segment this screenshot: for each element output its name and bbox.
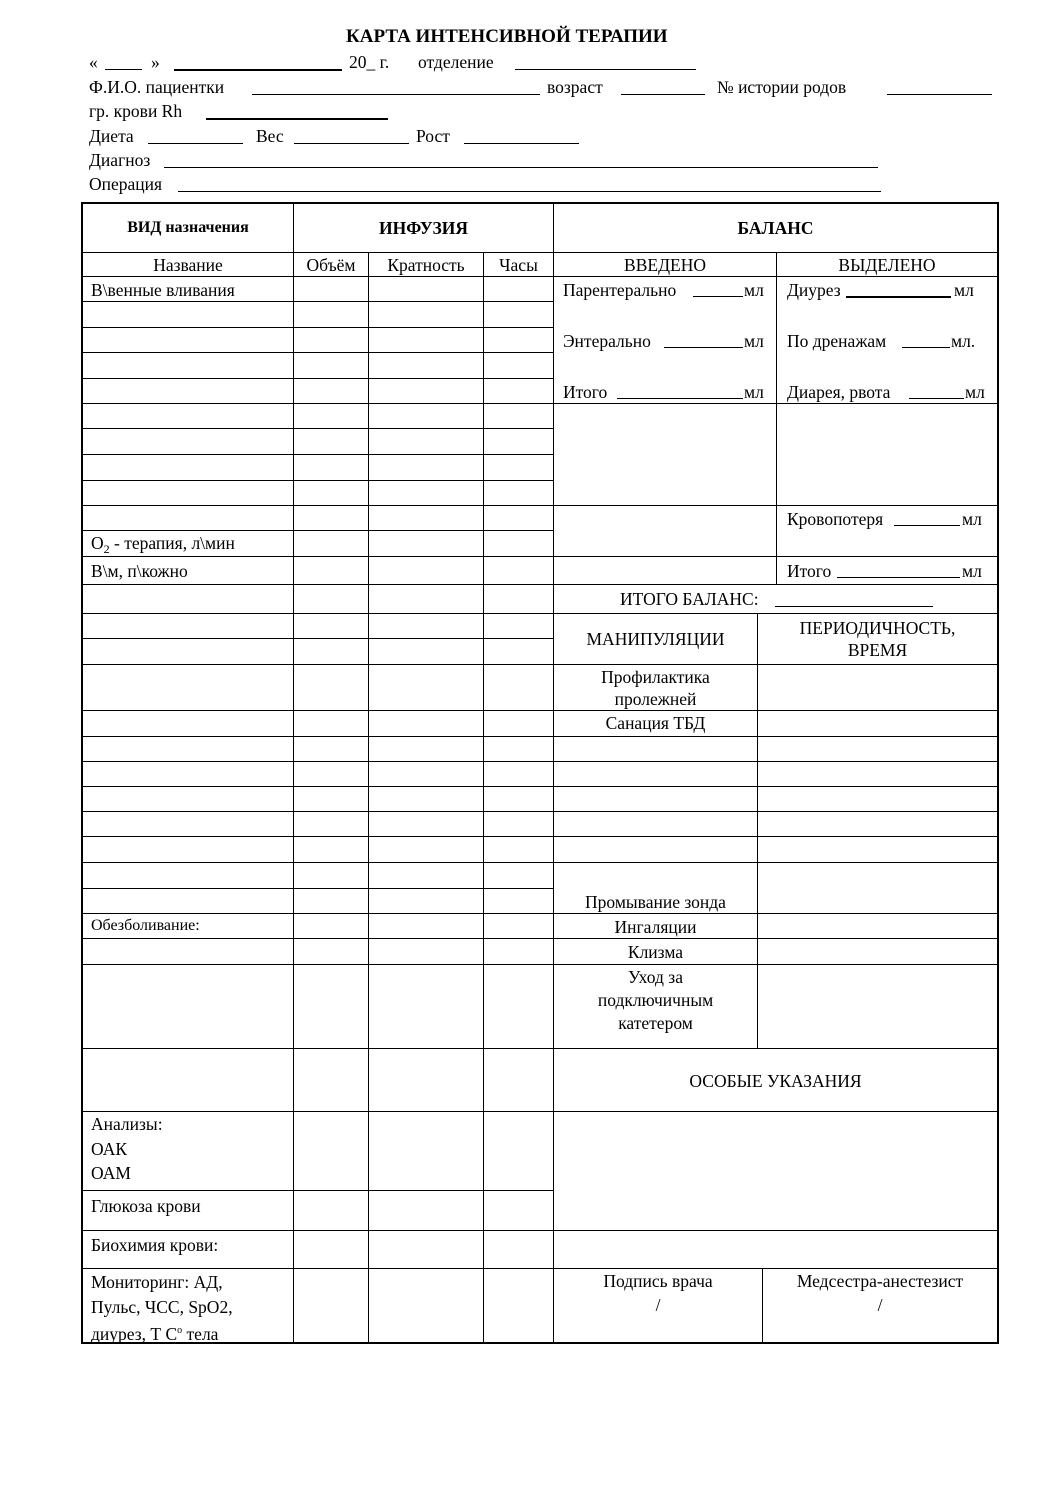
diuresis-unit: мл	[954, 280, 974, 300]
monitoring-line3: диурез, Т $С^о$ тела	[91, 1324, 219, 1344]
enema-label: Клизма	[627, 942, 684, 962]
oak-label: ОАК	[91, 1139, 128, 1159]
diuresis-label: Диурез	[787, 280, 841, 300]
blood-group-field[interactable]	[206, 118, 388, 120]
o2-therapy-label: $О_2$ - терапия, л\мин	[91, 533, 235, 556]
diarrhea-unit: мл	[965, 382, 985, 402]
diagnosis-field[interactable]	[164, 167, 878, 168]
catheter-care-line1: Уход за	[628, 967, 683, 987]
total-in-field[interactable]	[617, 398, 743, 399]
department-field[interactable]	[515, 69, 696, 70]
enteral-label: Энтерально	[563, 331, 651, 351]
date-close-quote: »	[151, 52, 160, 72]
biochem-label: Биохимия крови:	[91, 1235, 219, 1255]
blood-loss-field[interactable]	[894, 525, 960, 526]
analyses-label: Анализы:	[91, 1114, 163, 1134]
height-field[interactable]	[464, 143, 579, 144]
operation-field[interactable]	[178, 191, 881, 192]
history-field[interactable]	[887, 94, 992, 95]
enteral-unit: мл	[744, 331, 764, 351]
diet-label: Диета	[89, 126, 134, 146]
diarrhea-label: Диарея, рвота	[787, 382, 891, 402]
catheter-care-line2: подключичным	[597, 990, 714, 1010]
periodicity-header-line2: ВРЕМЯ	[847, 640, 908, 660]
month-field[interactable]	[174, 69, 342, 71]
bedsores-label-line2: пролежней	[614, 689, 697, 709]
col-infusion-header: ИНФУЗИЯ	[378, 218, 469, 238]
doctor-signature-slash[interactable]: /	[655, 1295, 661, 1315]
diuresis-field[interactable]	[846, 296, 951, 298]
patient-name-field[interactable]	[252, 94, 540, 95]
total-in-label: Итого	[563, 382, 608, 402]
nurse-signature-label: Медсестра-анестезист	[796, 1271, 964, 1291]
monitoring-line2: Пульс, ЧСС, SpO2,	[91, 1297, 233, 1317]
monitoring-line1: Мониторинг: АД,	[91, 1272, 223, 1292]
im-sc-label: В\м, п\кожно	[91, 561, 188, 581]
total-in-unit: мл	[744, 382, 764, 402]
diagnosis-label: Диагноз	[89, 150, 151, 170]
enteral-field[interactable]	[664, 347, 743, 348]
date-open-quote: «	[89, 52, 98, 72]
sub-in-header: ВВЕДЕНО	[624, 255, 706, 275]
inhalation-label: Ингаляции	[614, 917, 697, 937]
sub-multiplicity-header: Кратность	[387, 255, 465, 275]
blood-group-label: гр. крови Rh	[89, 101, 183, 121]
probe-wash-label: Промывание зонда	[585, 892, 726, 912]
manipulations-header: МАНИПУЛЯЦИИ	[586, 629, 725, 649]
sub-name-header: Название	[153, 255, 223, 275]
blood-loss-unit: мл	[962, 509, 982, 529]
drainage-field[interactable]	[902, 347, 950, 348]
catheter-care-line3: катетером	[618, 1013, 693, 1033]
total-balance-label: ИТОГО БАЛАНС:	[620, 589, 759, 609]
iv-infusions-label: В\венные вливания	[91, 280, 235, 300]
day-field[interactable]	[105, 69, 142, 70]
total-out-label: Итого	[787, 561, 832, 581]
blood-loss-label: Кровопотеря	[787, 509, 884, 529]
year-label: 20_ г.	[349, 52, 390, 72]
pain-relief-label: Обезболивание:	[91, 917, 200, 934]
total-out-unit: мл	[962, 561, 982, 581]
glucose-label: Глюкоза крови	[91, 1196, 201, 1216]
parenteral-field[interactable]	[693, 296, 743, 297]
col-vid-header: ВИД назначения	[127, 219, 249, 236]
doctor-signature-label: Подпись врача	[603, 1271, 713, 1291]
nurse-signature-slash[interactable]: /	[877, 1295, 883, 1315]
form-title: КАРТА ИНТЕНСИВНОЙ ТЕРАПИИ	[346, 26, 668, 47]
height-label: Рост	[416, 126, 450, 146]
special-instructions-header: ОСОБЫЕ УКАЗАНИЯ	[689, 1071, 862, 1091]
diet-field[interactable]	[148, 143, 243, 144]
sub-out-header: ВЫДЕЛЕНО	[838, 255, 936, 275]
bedsores-label-line1: Профилактика	[601, 667, 710, 687]
periodicity-header-line1: ПЕРИОДИЧНОСТЬ,	[799, 618, 956, 638]
oam-label: ОАМ	[91, 1163, 131, 1183]
col-balance-header: БАЛАНС	[737, 218, 814, 238]
sub-volume-header: Объём	[306, 255, 356, 275]
weight-field[interactable]	[294, 143, 409, 144]
diarrhea-field[interactable]	[909, 398, 964, 399]
total-balance-field[interactable]	[775, 606, 933, 607]
total-out-field[interactable]	[837, 577, 960, 578]
sub-hours-header: Часы	[499, 255, 538, 275]
drainage-unit: мл.	[951, 331, 976, 351]
weight-label: Вес	[256, 126, 284, 146]
age-field[interactable]	[621, 94, 705, 95]
parenteral-label: Парентерально	[563, 280, 677, 300]
department-label: отделение	[418, 52, 494, 72]
sanation-label: Санация ТБД	[605, 713, 706, 733]
patient-name-label: Ф.И.О. пациентки	[89, 77, 225, 97]
drainage-label: По дренажам	[787, 331, 887, 351]
operation-label: Операция	[89, 174, 163, 194]
age-label: возраст	[547, 77, 603, 97]
history-label: № истории родов	[717, 77, 847, 97]
parenteral-unit: мл	[744, 280, 764, 300]
